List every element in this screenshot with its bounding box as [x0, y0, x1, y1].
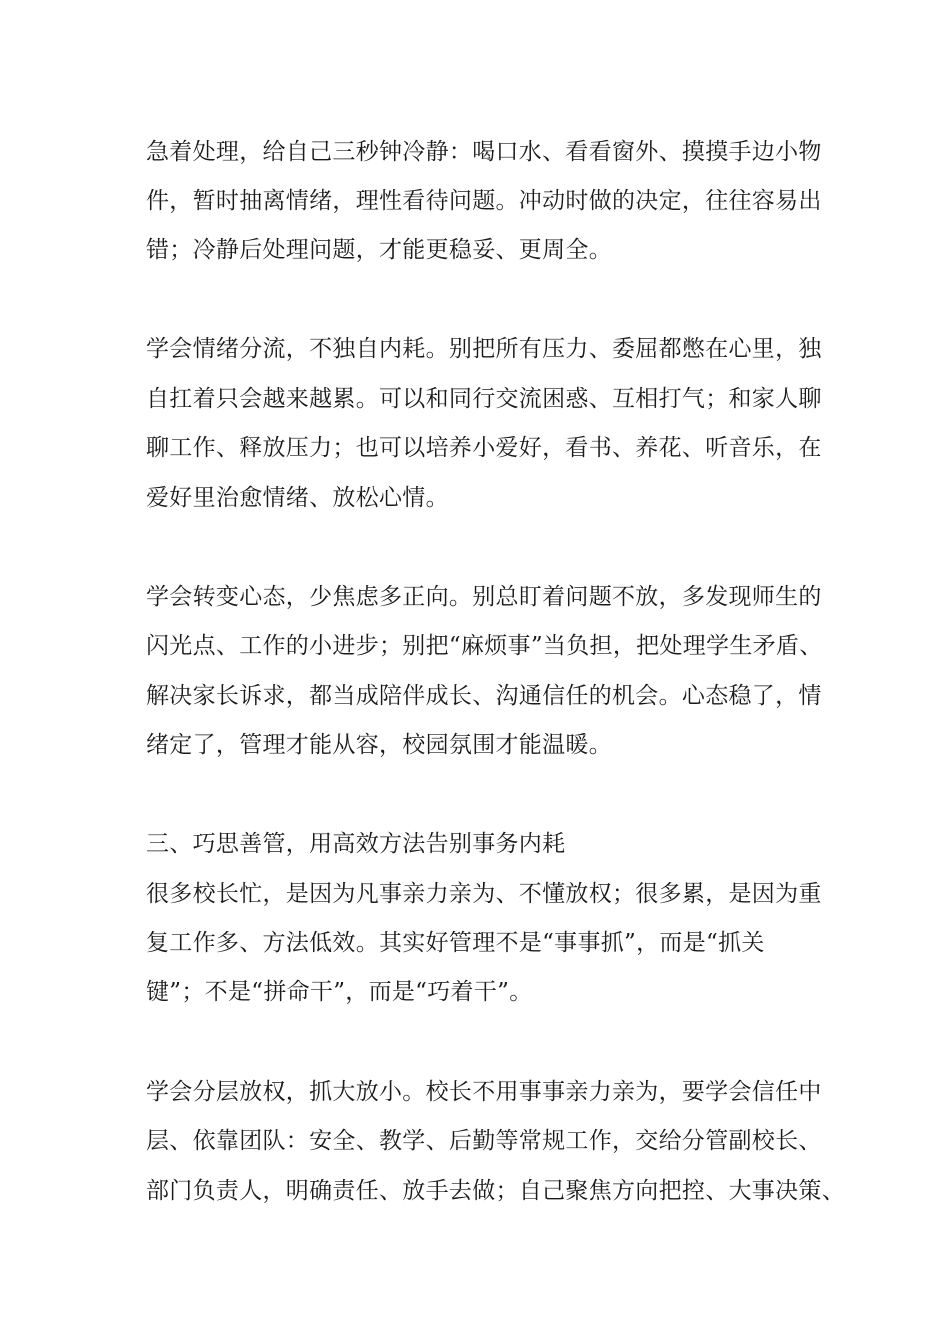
text-line: 部门负责人，明确责任、放手去做；自己聚焦方向把控、大事决策、	[146, 1178, 845, 1204]
text-line: 解决家长诉求，都当成陪伴成长、沟通信任的机会。心态稳了，情	[146, 683, 822, 709]
text-line: 闪光点、工作的小进步；别把“麻烦事”当负担，把处理学生矛盾、	[146, 633, 823, 659]
text-line: 急着处理，给自己三秒钟冷静：喝口水、看看窗外、摸摸手边小物	[146, 139, 822, 165]
text-line: 爱好里治愈情绪、放松心情。	[146, 485, 449, 511]
text-line: 学会转变心态，少焦虑多正向。别总盯着问题不放，多发现师生的	[146, 584, 822, 610]
text-line: 很多校长忙，是因为凡事亲力亲为、不懂放权；很多累，是因为重	[146, 881, 822, 907]
text-line: 层、依靠团队：安全、教学、后勤等常规工作，交给分管副校长、	[146, 1128, 822, 1154]
text-line: 绪定了，管理才能从容，校园氛围才能温暖。	[146, 732, 612, 758]
text-line: 件，暂时抽离情绪，理性看待问题。冲动时做的决定，往往容易出	[146, 188, 822, 214]
text-line: 学会分层放权，抓大放小。校长不用事事亲力亲为，要学会信任中	[146, 1079, 822, 1105]
text-line: 复工作多、方法低效。其实好管理不是“事事抓”，而是“抓关	[146, 930, 765, 956]
text-line: 学会情绪分流，不独自内耗。别把所有压力、委屈都憋在心里，独	[146, 336, 822, 362]
text-line: 错；冷静后处理问题，才能更稳妥、更周全。	[146, 237, 612, 263]
text-line: 键”；不是“拼命干”，而是“巧着干”。	[146, 979, 533, 1005]
section-heading: 三、巧思善管，用高效方法告别事务内耗	[146, 831, 566, 857]
text-line: 聊工作、释放压力；也可以培养小爱好，看书、养花、听音乐，在	[146, 435, 822, 461]
text-line: 自扛着只会越来越累。可以和同行交流困惑、互相打气；和家人聊	[146, 386, 822, 412]
